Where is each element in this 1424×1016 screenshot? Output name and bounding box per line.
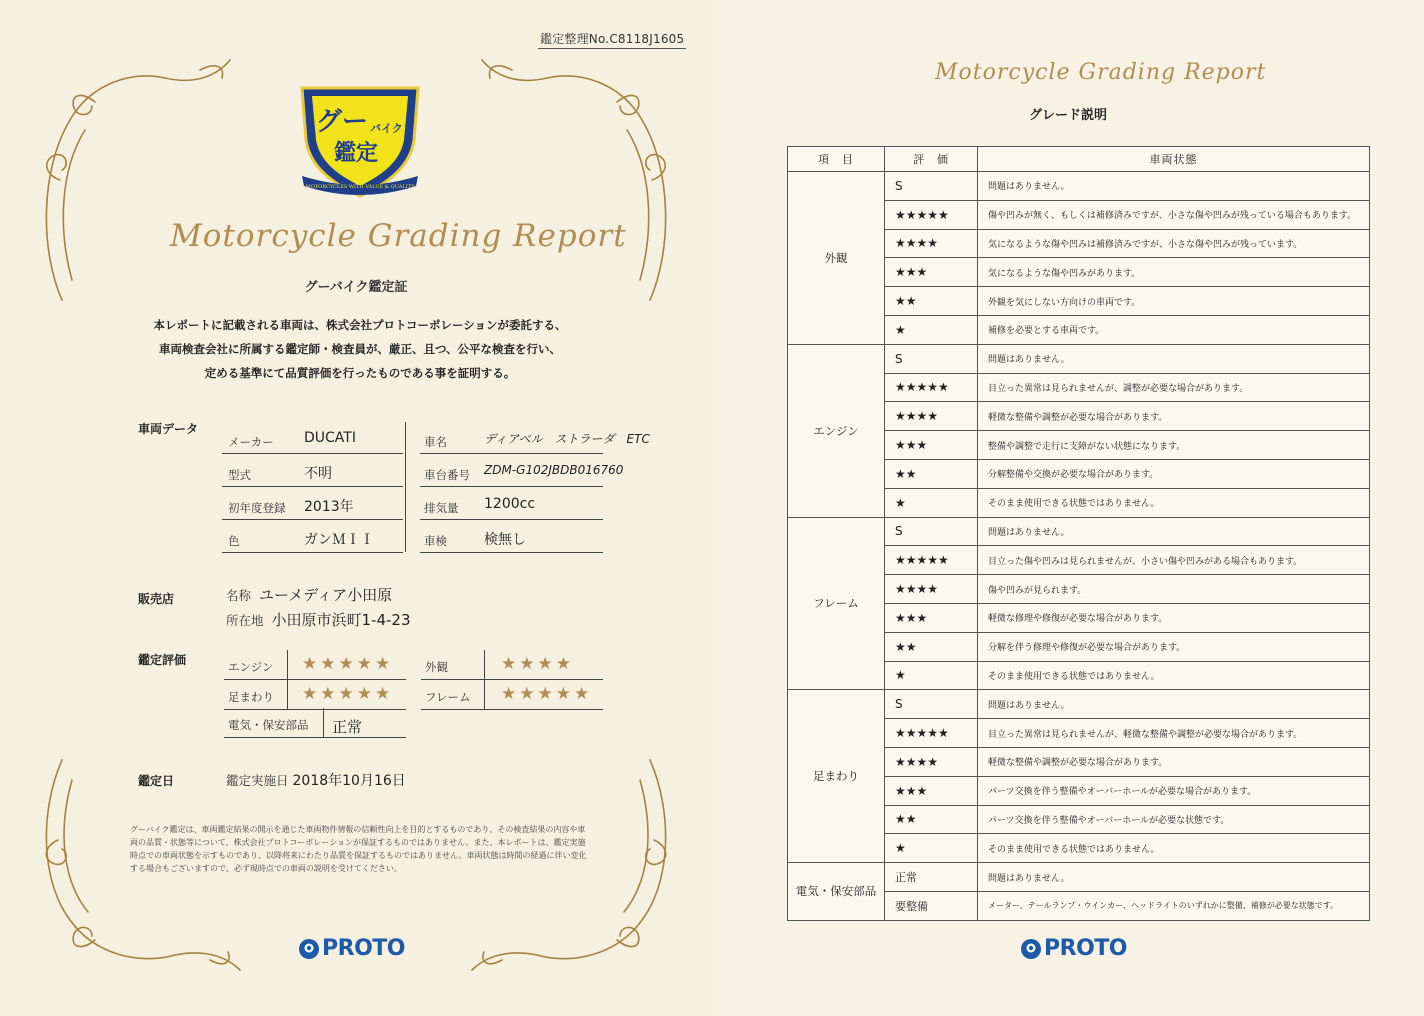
proto-logo-text: PROTO: [322, 936, 405, 961]
rating-cell: ★★★★★: [885, 200, 978, 229]
rating-cell: ★: [885, 315, 978, 344]
rating-cell: ★: [885, 488, 978, 517]
svg-text:MOTORCYCLES WITH VALUE & QUALI: MOTORCYCLES WITH VALUE & QUALITY: [305, 184, 415, 190]
table-row: [420, 455, 624, 487]
rating-cell: ★★★★: [885, 575, 978, 604]
table-row: [788, 172, 1370, 201]
rating-stars-engine: ★★★★★: [302, 654, 394, 674]
proto-logo-icon: [298, 938, 320, 960]
description-cell: 整備や調整で走行に支障がない状態になります。: [978, 431, 1370, 460]
rating-label-chassis: 足まわり: [228, 690, 274, 704]
rating-label-frame: フレーム: [425, 690, 471, 704]
description-cell: 気になるような傷や凹みがあります。: [978, 258, 1370, 287]
header-status: 車両状態: [978, 147, 1370, 172]
description-cell: 目立った異常は見られませんが、調整が必要な場合があります。: [978, 373, 1370, 402]
description-cell: そのまま使用できる状態ではありません。: [978, 834, 1370, 863]
proto-logo: [1020, 936, 1127, 961]
description-cell: 外観を気にしない方向けの車両です。: [978, 287, 1370, 316]
rating-cell: S: [885, 344, 978, 373]
shop-label: 販売店: [138, 592, 175, 606]
description-cell: そのまま使用できる状態ではありません。: [978, 488, 1370, 517]
svg-text:鑑定: 鑑定: [334, 141, 379, 166]
category-electric: 電気・保安部品: [788, 863, 885, 921]
rating-stars-frame: ★★★★★: [501, 684, 593, 704]
rating-label-electric: 電気・保安部品: [228, 718, 309, 732]
field-label: 車台番号: [424, 468, 470, 482]
field-value: ディアベル ストラーダ ETC: [484, 432, 650, 446]
vehicle-table-divider: [405, 422, 406, 552]
table-row: [788, 517, 1370, 546]
field-label: 初年度登録: [228, 501, 286, 515]
rating-divider: [287, 650, 288, 680]
rating-cell: S: [885, 172, 978, 201]
rating-stars-chassis: ★★★★★: [302, 684, 394, 704]
proto-logo-icon: [1020, 938, 1042, 960]
description-cell: 軽微な整備や調整が必要な場合があります。: [978, 402, 1370, 431]
description-cell: 目立った傷や凹みは見られませんが、小さい傷や凹みがある場合もあります。: [978, 546, 1370, 575]
vehicle-data-label: 車両データ: [138, 422, 199, 436]
field-value: ZDM-G102JBDB016760: [484, 463, 624, 477]
rating-divider: [287, 680, 288, 710]
field-label: 排気量: [424, 501, 459, 515]
description-cell: 軽微な整備や調整が必要な場合があります。: [978, 747, 1370, 776]
description-cell: 問題はありません。: [978, 517, 1370, 546]
field-value: 検無し: [484, 532, 526, 548]
table-header-row: [788, 147, 1370, 172]
shop-name-label: 名称: [226, 588, 252, 603]
header-item: 項 目: [788, 147, 885, 172]
table-row: [420, 488, 603, 520]
rating-row-engine: [224, 650, 406, 680]
rating-cell: ★★★: [885, 431, 978, 460]
table-row: [222, 488, 403, 520]
description-cell: パーツ交換を伴う整備やオーバーホールが必要な場合があります。: [978, 776, 1370, 805]
table-row: [222, 422, 403, 454]
rating-cell: ★★: [885, 287, 978, 316]
table-row: [222, 455, 403, 487]
category-frame: フレーム: [788, 517, 885, 690]
rating-cell: S: [885, 517, 978, 546]
grading-date-label: 鑑定日: [138, 774, 175, 788]
table-row: [788, 863, 1370, 892]
rating-row-frame: [421, 680, 603, 710]
svg-text:バイク: バイク: [370, 122, 403, 135]
rating-cell: ★★★★★: [885, 546, 978, 575]
field-value: ガンＭＩＩ: [304, 532, 374, 548]
field-value: 2013年: [304, 499, 354, 515]
field-label: 型式: [228, 468, 251, 482]
report-script-title: Motorcycle Grading Report: [935, 60, 1267, 85]
description-cell: そのまま使用できる状態ではありません。: [978, 661, 1370, 690]
field-label: メーカー: [228, 435, 274, 449]
serial-number: 鑑定整理No.C8118J1605: [538, 30, 686, 49]
rating-cell: S: [885, 690, 978, 719]
proto-logo: [298, 936, 405, 961]
field-value: DUCATI: [304, 430, 356, 446]
description-cell: 分解整備や交換が必要な場合があります。: [978, 459, 1370, 488]
report-script-title: Motorcycle Grading Report: [170, 218, 627, 254]
grading-date-value: 2018年10月16日: [292, 773, 406, 789]
rating-cell: ★: [885, 834, 978, 863]
description-cell: 軽微な修理や修復が必要な場合があります。: [978, 603, 1370, 632]
field-label: 色: [228, 534, 240, 548]
svg-text:グー: グー: [316, 107, 369, 137]
rating-cell: 要整備: [885, 891, 978, 920]
rating-label: 鑑定評価: [138, 653, 187, 667]
rating-divider: [323, 708, 324, 738]
certificate-title: グーバイク鑑定証: [304, 280, 408, 295]
grade-explanation-title: グレード説明: [1028, 108, 1107, 123]
shop-name-line: [226, 584, 392, 605]
description-cell: 問題はありません。: [978, 172, 1370, 201]
goo-bike-badge-icon: [296, 80, 424, 200]
rating-label-engine: エンジン: [228, 660, 274, 674]
rating-cell: ★★★★★: [885, 373, 978, 402]
description-cell: 傷や凹みが見られます。: [978, 575, 1370, 604]
rating-cell: ★★★: [885, 776, 978, 805]
shop-address: 小田原市浜町1-4-23: [271, 611, 411, 629]
category-chassis: 足まわり: [788, 690, 885, 863]
table-row: [788, 690, 1370, 719]
table-row: [788, 344, 1370, 373]
rating-cell: ★★: [885, 805, 978, 834]
intro-line: 定める基準にて品質評価を行ったものである事を証明する。: [204, 366, 516, 380]
rating-cell: ★★★★★: [885, 719, 978, 748]
description-cell: メーター、テールランプ・ウインカー、ヘッドライトのいずれかに整備、補修が必要な状態です。: [978, 891, 1370, 920]
table-row: [222, 521, 403, 553]
rating-row-electric: [224, 708, 406, 738]
table-row: [420, 521, 603, 553]
rating-divider: [484, 680, 485, 710]
description-cell: 気になるような傷や凹みは補修済みですが、小さな傷や凹みが残っています。: [978, 229, 1370, 258]
rating-cell: ★★★★: [885, 229, 978, 258]
category-engine: エンジン: [788, 344, 885, 517]
table-row: [420, 422, 650, 454]
field-label: 車検: [424, 534, 447, 548]
shop-name: ユーメディア小田原: [259, 586, 393, 604]
field-value: 不明: [304, 466, 332, 482]
category-exterior: 外観: [788, 172, 885, 345]
intro-text: [110, 313, 610, 385]
description-cell: 問題はありません。: [978, 863, 1370, 892]
rating-cell: ★★★: [885, 258, 978, 287]
rating-cell: ★★★: [885, 603, 978, 632]
field-label: 車名: [424, 435, 447, 449]
rating-cell: ★★★★: [885, 747, 978, 776]
grade-table: [787, 146, 1370, 921]
description-cell: 補修を必要とする車両です。: [978, 315, 1370, 344]
description-cell: パーツ交換を伴う整備やオーバーホールが必要な状態です。: [978, 805, 1370, 834]
rating-row-exterior: [421, 650, 603, 680]
rating-stars-exterior: ★★★★: [501, 654, 574, 674]
rating-cell: ★★: [885, 632, 978, 661]
rating-label-exterior: 外観: [425, 660, 448, 674]
rating-cell: ★★: [885, 459, 978, 488]
rating-cell: 正常: [885, 863, 978, 892]
grading-date-prefix: 鑑定実施日: [226, 773, 289, 788]
description-cell: 分解を伴う修理や修復が必要な場合があります。: [978, 632, 1370, 661]
rating-divider: [484, 650, 485, 680]
header-rating: 評 価: [885, 147, 978, 172]
description-cell: 問題はありません。: [978, 344, 1370, 373]
description-cell: 傷や凹みが無く、もしくは補修済みですが、小さな傷や凹みが残っている場合もあります。: [978, 200, 1370, 229]
grading-date-line: [226, 770, 406, 790]
intro-line: 車両検査会社に所属する鑑定師・検査員が、厳正、且つ、公平な検査を行い、: [158, 342, 562, 356]
rating-cell: ★★★★: [885, 402, 978, 431]
intro-line: 本レポートに記載される車両は、株式会社プロトコーポレーションが委託する、: [153, 318, 567, 332]
disclaimer-text: グーバイク鑑定は、車両鑑定結果の開示を通じた車両物件情報の信頼性向上を目的とするものであり、その検査結果の内容や車両の品質・状態等について、株式会社プロトコーポレーションが保証するものではありません。また、本レポートは、鑑定実施時点での車両状態を示すものであり、以降将来にわたり品質を保証するものではありません。車両状態は時間の経過に伴い変化する場合もございますので、必ず現時点での車両の説明を受けてください。: [130, 825, 587, 873]
description-cell: 目立った異常は見られませんが、軽微な整備や調整が必要な場合があります。: [978, 719, 1370, 748]
rating-value-electric: 正常: [332, 718, 363, 736]
shop-address-line: [226, 609, 411, 630]
field-value: 1200cc: [484, 496, 536, 512]
proto-logo-text: PROTO: [1044, 936, 1127, 961]
rating-cell: ★: [885, 661, 978, 690]
description-cell: 問題はありません。: [978, 690, 1370, 719]
rating-row-chassis: [224, 680, 406, 710]
shop-address-label: 所在地: [226, 613, 264, 628]
